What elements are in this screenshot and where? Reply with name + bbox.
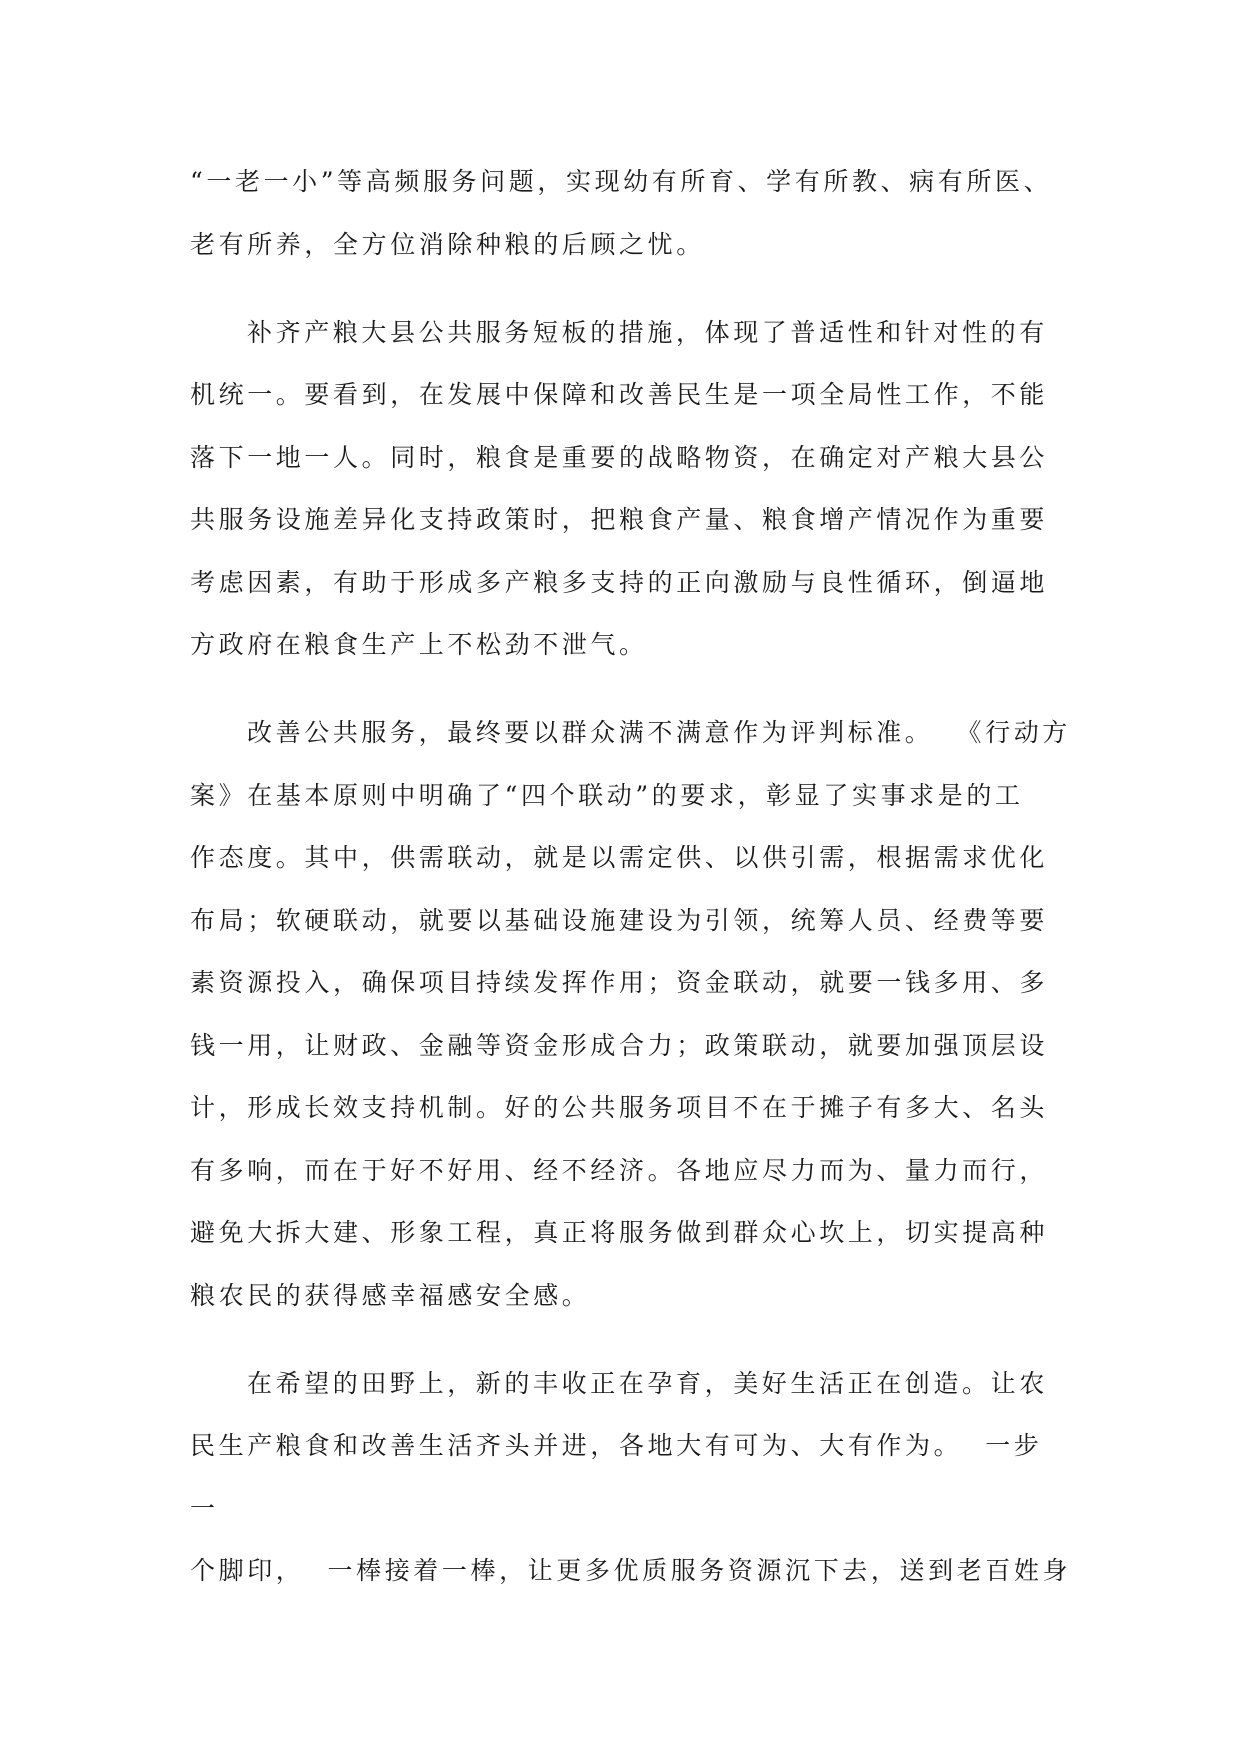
text-line: 改善公共服务，最终要以群众满不满意作为评判标准。 《行动方 <box>247 718 1071 747</box>
document-body <box>190 151 1070 1628</box>
text-line: 避免大拆大建、形象工程，真正将服务做到群众心坎上，切实提高种 <box>190 1218 1049 1247</box>
text-line: 计，形成长效支持机制。好的公共服务项目不在于摊子有多大、名头 <box>190 1093 1049 1122</box>
text-line: 案》在基本原则中明确了“四个联动”的要求，彰显了实事求是的工 <box>190 780 1024 810</box>
text-line: 有多响，而在于好不好用、经不经济。各地应尽力而为、量力而行， <box>190 1155 1049 1185</box>
text-line: 民生产粮食和改善生活齐头并进，各地大有可为、大有作为。 一步 <box>190 1431 1043 1460</box>
paragraph <box>190 1353 1070 1603</box>
text-line: 作态度。其中，供需联动，就是以需定供、以供引需，根据需求优化 <box>190 843 1049 872</box>
paragraph <box>190 151 1070 276</box>
text-line: 补齐产粮大县公共服务短板的措施，体现了普适性和针对性的有 <box>247 317 1048 347</box>
text-line: 考虑因素，有助于形成多产粮多支持的正向激励与良性循环，倒逼地 <box>190 567 1049 597</box>
text-line: 素资源投入，确保项目持续发挥作用；资金联动，就要一钱多用、多 <box>190 968 1049 997</box>
text-line: “一老一小”等高频服务问题，实现幼有所育、学有所教、病有所医、 <box>190 167 1053 196</box>
text-line: 机统一。要看到，在发展中保障和改善民生是一项全局性工作，不能 <box>190 380 1049 409</box>
text-line: 一 <box>190 1493 219 1523</box>
text-line: 粮农民的获得感幸福感安全感。 <box>190 1280 591 1310</box>
text-line: 共服务设施差异化支持政策时，把粮食产量、粮食增产情况作为重要 <box>190 505 1049 534</box>
text-line: 老有所养，全方位消除种粮的后顾之忧。 <box>190 229 705 259</box>
text-line: 方政府在粮食生产上不松劲不泄气。 <box>190 630 648 659</box>
paragraph <box>190 702 1070 1327</box>
text-line: 个脚印， 一棒接着一棒，让更多优质服务资源沉下去，送到老百姓身 <box>190 1556 1072 1585</box>
text-line: 钱一用，让财政、金融等资金形成合力；政策联动，就要加强顶层设 <box>190 1030 1049 1060</box>
text-line: 落下一地一人。同时，粮食是重要的战略物资，在确定对产粮大县公 <box>190 442 1049 472</box>
paragraph <box>190 302 1070 677</box>
text-line: 布局；软硬联动，就要以基础设施建设为引领，统筹人员、经费等要 <box>190 905 1049 935</box>
text-line: 在希望的田野上，新的丰收正在孕育，美好生活正在创造。让农 <box>247 1368 1048 1398</box>
